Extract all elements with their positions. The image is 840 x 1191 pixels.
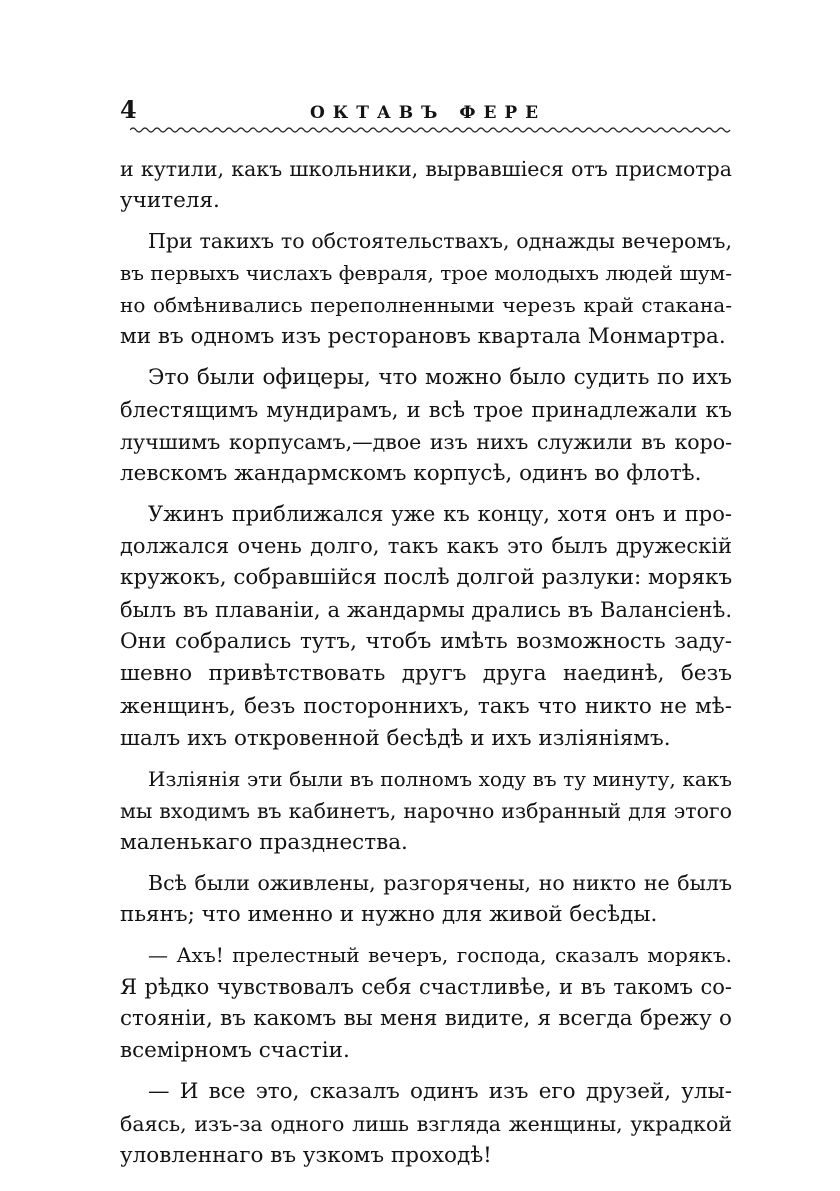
running-title: ОКТАВЪ ФЕРЕ bbox=[310, 103, 547, 123]
text-line: должался очень долго, такъ какъ это былъ дружескій bbox=[120, 534, 732, 559]
text-line: въ первыхъ числахъ февраля, трое молодыхъ людей шум- bbox=[120, 261, 732, 286]
text-line: маленькаго празднества. bbox=[120, 829, 408, 855]
page-number: 4 bbox=[120, 95, 137, 124]
text-line: Изліянія эти были въ полномъ ходу въ ту минуту, какъ bbox=[148, 766, 732, 791]
paragraph bbox=[120, 939, 732, 1067]
text-line: Они собрались тутъ, чтобъ имѣть возможность заду- bbox=[120, 629, 732, 655]
header-rule bbox=[130, 125, 732, 135]
text-line: блестящимъ мундирамъ, и всѣ трое принадлежали къ bbox=[120, 397, 732, 422]
paragraph bbox=[120, 362, 732, 490]
text-line: Это были офицеры, что можно было судить по ихъ bbox=[148, 364, 732, 390]
text-line: баясь, изъ-за одного лишь взгляда женщины, украдкой bbox=[120, 1111, 732, 1136]
text-line: ми въ одномъ изъ ресторановъ квартала Монмартра. bbox=[120, 324, 726, 350]
text-line: учителя. bbox=[120, 188, 220, 214]
text-line: — Ахъ! прелестный вечеръ, господа, сказалъ морякъ. bbox=[148, 943, 732, 968]
text-line: Всѣ были оживлены, разгорячены, но никто не былъ bbox=[148, 870, 732, 895]
paragraph bbox=[120, 498, 732, 755]
text-line: шалъ ихъ откровенной бесѣдѣ и ихъ изліяніямъ. bbox=[120, 725, 671, 751]
text-line: пьянъ; что именно и нужно для живой бесѣды. bbox=[120, 902, 658, 928]
text-line: былъ въ плаваніи, а жандармы дрались въ Валансіенѣ. bbox=[120, 598, 732, 623]
text-line: но обмѣнивались переполненными черезъ край стакана- bbox=[120, 293, 732, 318]
text-line: При такихъ то обстоятельствахъ, однажды вечеромъ, bbox=[148, 229, 732, 254]
text-line: — И все это, сказалъ одинъ изъ его друзей, улы- bbox=[148, 1078, 732, 1104]
body-text bbox=[120, 153, 732, 1172]
text-line: стояніи, въ какомъ вы меня видите, я всегда брежу о bbox=[120, 1006, 732, 1032]
text-line: женщинъ, безъ постороннихъ, такъ что никто не мѣ- bbox=[120, 693, 732, 719]
paragraph bbox=[120, 225, 732, 353]
text-line: мы входимъ въ кабинетъ, нарочно избранный для этого bbox=[120, 798, 732, 823]
text-line: Я рѣдко чувствовалъ себя счастливѣе, и въ такомъ со- bbox=[120, 975, 732, 1000]
paragraph bbox=[120, 763, 732, 859]
text-line: всемірномъ счастіи. bbox=[120, 1038, 350, 1064]
text-line: шевно привѣтствовать другъ друга наединѣ, безъ bbox=[120, 661, 732, 687]
text-line: кружокъ, собравшійся послѣ долгой разлуки: морякъ bbox=[120, 565, 733, 591]
text-line: уловленнаго въ узкомъ проходѣ! bbox=[120, 1142, 492, 1168]
text-line: и кутили, какъ школьники, вырвавшіеся отъ присмотра bbox=[120, 157, 732, 181]
text-line: Ужинъ приближался уже къ концу, хотя онъ и про- bbox=[148, 501, 732, 526]
paragraph bbox=[120, 153, 732, 217]
paragraph bbox=[120, 1076, 732, 1172]
text-line: левскомъ жандармскомъ корпусѣ, одинъ во флотѣ. bbox=[120, 460, 702, 486]
text-line: лучшимъ корпусамъ,—двое изъ нихъ служили въ коро- bbox=[120, 429, 732, 454]
running-header bbox=[120, 95, 732, 135]
paragraph bbox=[120, 867, 732, 931]
